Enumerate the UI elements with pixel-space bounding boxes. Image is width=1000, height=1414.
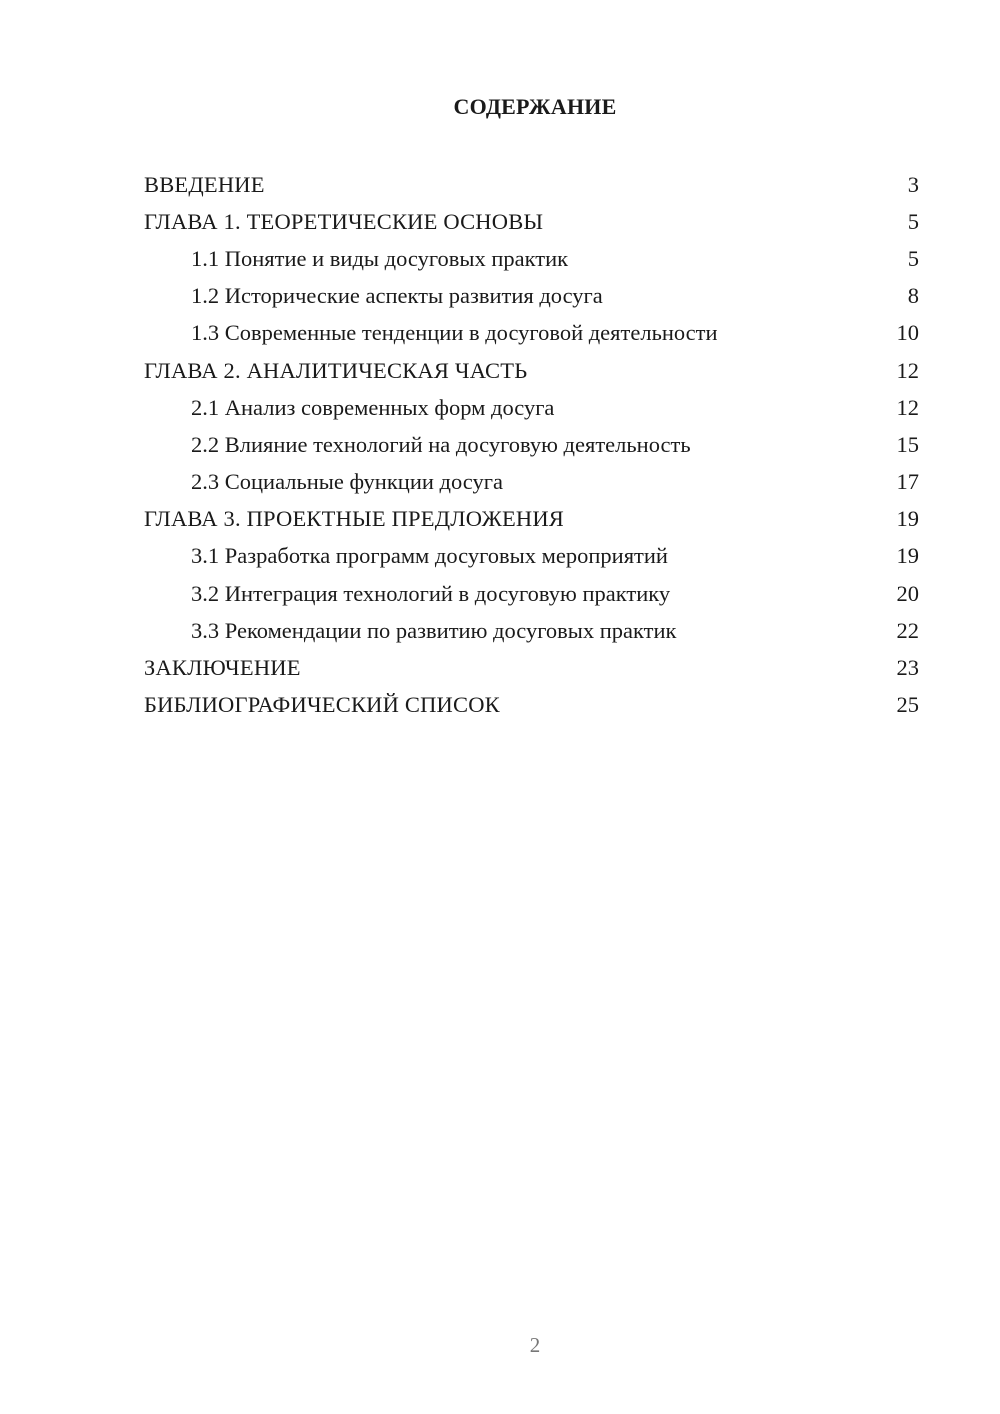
toc-entry-page: 12	[896, 394, 919, 420]
toc-entry-label: 2.1 Анализ современных форм досуга	[191, 394, 555, 420]
toc-entry-page: 15	[896, 431, 919, 457]
toc-entry-label: 3.2 Интеграция технологий в досуговую практику	[191, 580, 671, 606]
toc-entry-label: 1.2 Исторические аспекты развития досуга	[191, 283, 603, 309]
toc-entry-label: БИБЛИОГРАФИЧЕСКИЙ СПИСОК	[144, 692, 500, 718]
page-number: 2	[529, 1333, 541, 1357]
table-of-contents	[144, 166, 919, 724]
toc-entry-section-3-2[interactable]	[144, 575, 919, 612]
toc-entry-label: ЗАКЛЮЧЕНИЕ	[144, 655, 301, 681]
toc-entry-section-2-1[interactable]	[144, 389, 919, 426]
toc-entry-section-1-2[interactable]	[144, 278, 919, 315]
toc-entry-page: 22	[896, 617, 919, 643]
toc-entry-label: 3.1 Разработка программ досуговых мероприятий	[191, 543, 668, 569]
toc-entry-label: 1.3 Современные тенденции в досуговой деятельности	[191, 320, 718, 346]
toc-entry-page: 17	[896, 469, 919, 495]
toc-entry-bibliography[interactable]	[144, 687, 919, 724]
toc-entry-label: 2.3 Социальные функции досуга	[191, 469, 503, 495]
toc-entry-page: 19	[896, 506, 919, 532]
toc-entry-label: ГЛАВА 3. ПРОЕКТНЫЕ ПРЕДЛОЖЕНИЯ	[144, 506, 565, 532]
toc-entry-section-3-1[interactable]	[144, 538, 919, 575]
toc-entry-page: 20	[896, 580, 919, 606]
toc-entry-section-1-1[interactable]	[144, 240, 919, 277]
toc-entry-page: 8	[907, 283, 919, 309]
toc-entry-label: ВВЕДЕНИЕ	[144, 171, 265, 197]
toc-entry-label: 1.1 Понятие и виды досуговых практик	[191, 245, 569, 271]
toc-entry-section-2-3[interactable]	[144, 464, 919, 501]
toc-entry-section-3-3[interactable]	[144, 612, 919, 649]
toc-entry-conclusion[interactable]	[144, 649, 919, 686]
toc-entry-page: 10	[896, 320, 919, 346]
toc-entry-chapter-1[interactable]	[144, 203, 919, 240]
toc-entry-page: 12	[896, 357, 919, 383]
toc-entry-page: 3	[907, 171, 919, 197]
toc-entry-page: 5	[907, 245, 919, 271]
toc-entry-chapter-2[interactable]	[144, 352, 919, 389]
toc-entry-introduction[interactable]	[144, 166, 919, 203]
toc-entry-page: 19	[896, 543, 919, 569]
page-title: СОДЕРЖАНИЕ	[453, 94, 617, 119]
toc-entry-label: ГЛАВА 2. АНАЛИТИЧЕСКАЯ ЧАСТЬ	[144, 357, 528, 383]
toc-entry-label: 3.3 Рекомендации по развитию досуговых практик	[191, 617, 677, 643]
toc-entry-page: 5	[907, 208, 919, 234]
toc-entry-page: 25	[896, 692, 919, 718]
toc-entry-label: ГЛАВА 1. ТЕОРЕТИЧЕСКИЕ ОСНОВЫ	[144, 208, 544, 234]
toc-entry-chapter-3[interactable]	[144, 501, 919, 538]
toc-entry-section-1-3[interactable]	[144, 315, 919, 352]
toc-entry-label: 2.2 Влияние технологий на досуговую деятельность	[191, 431, 691, 457]
toc-entry-page: 23	[896, 655, 919, 681]
toc-entry-section-2-2[interactable]	[144, 426, 919, 463]
